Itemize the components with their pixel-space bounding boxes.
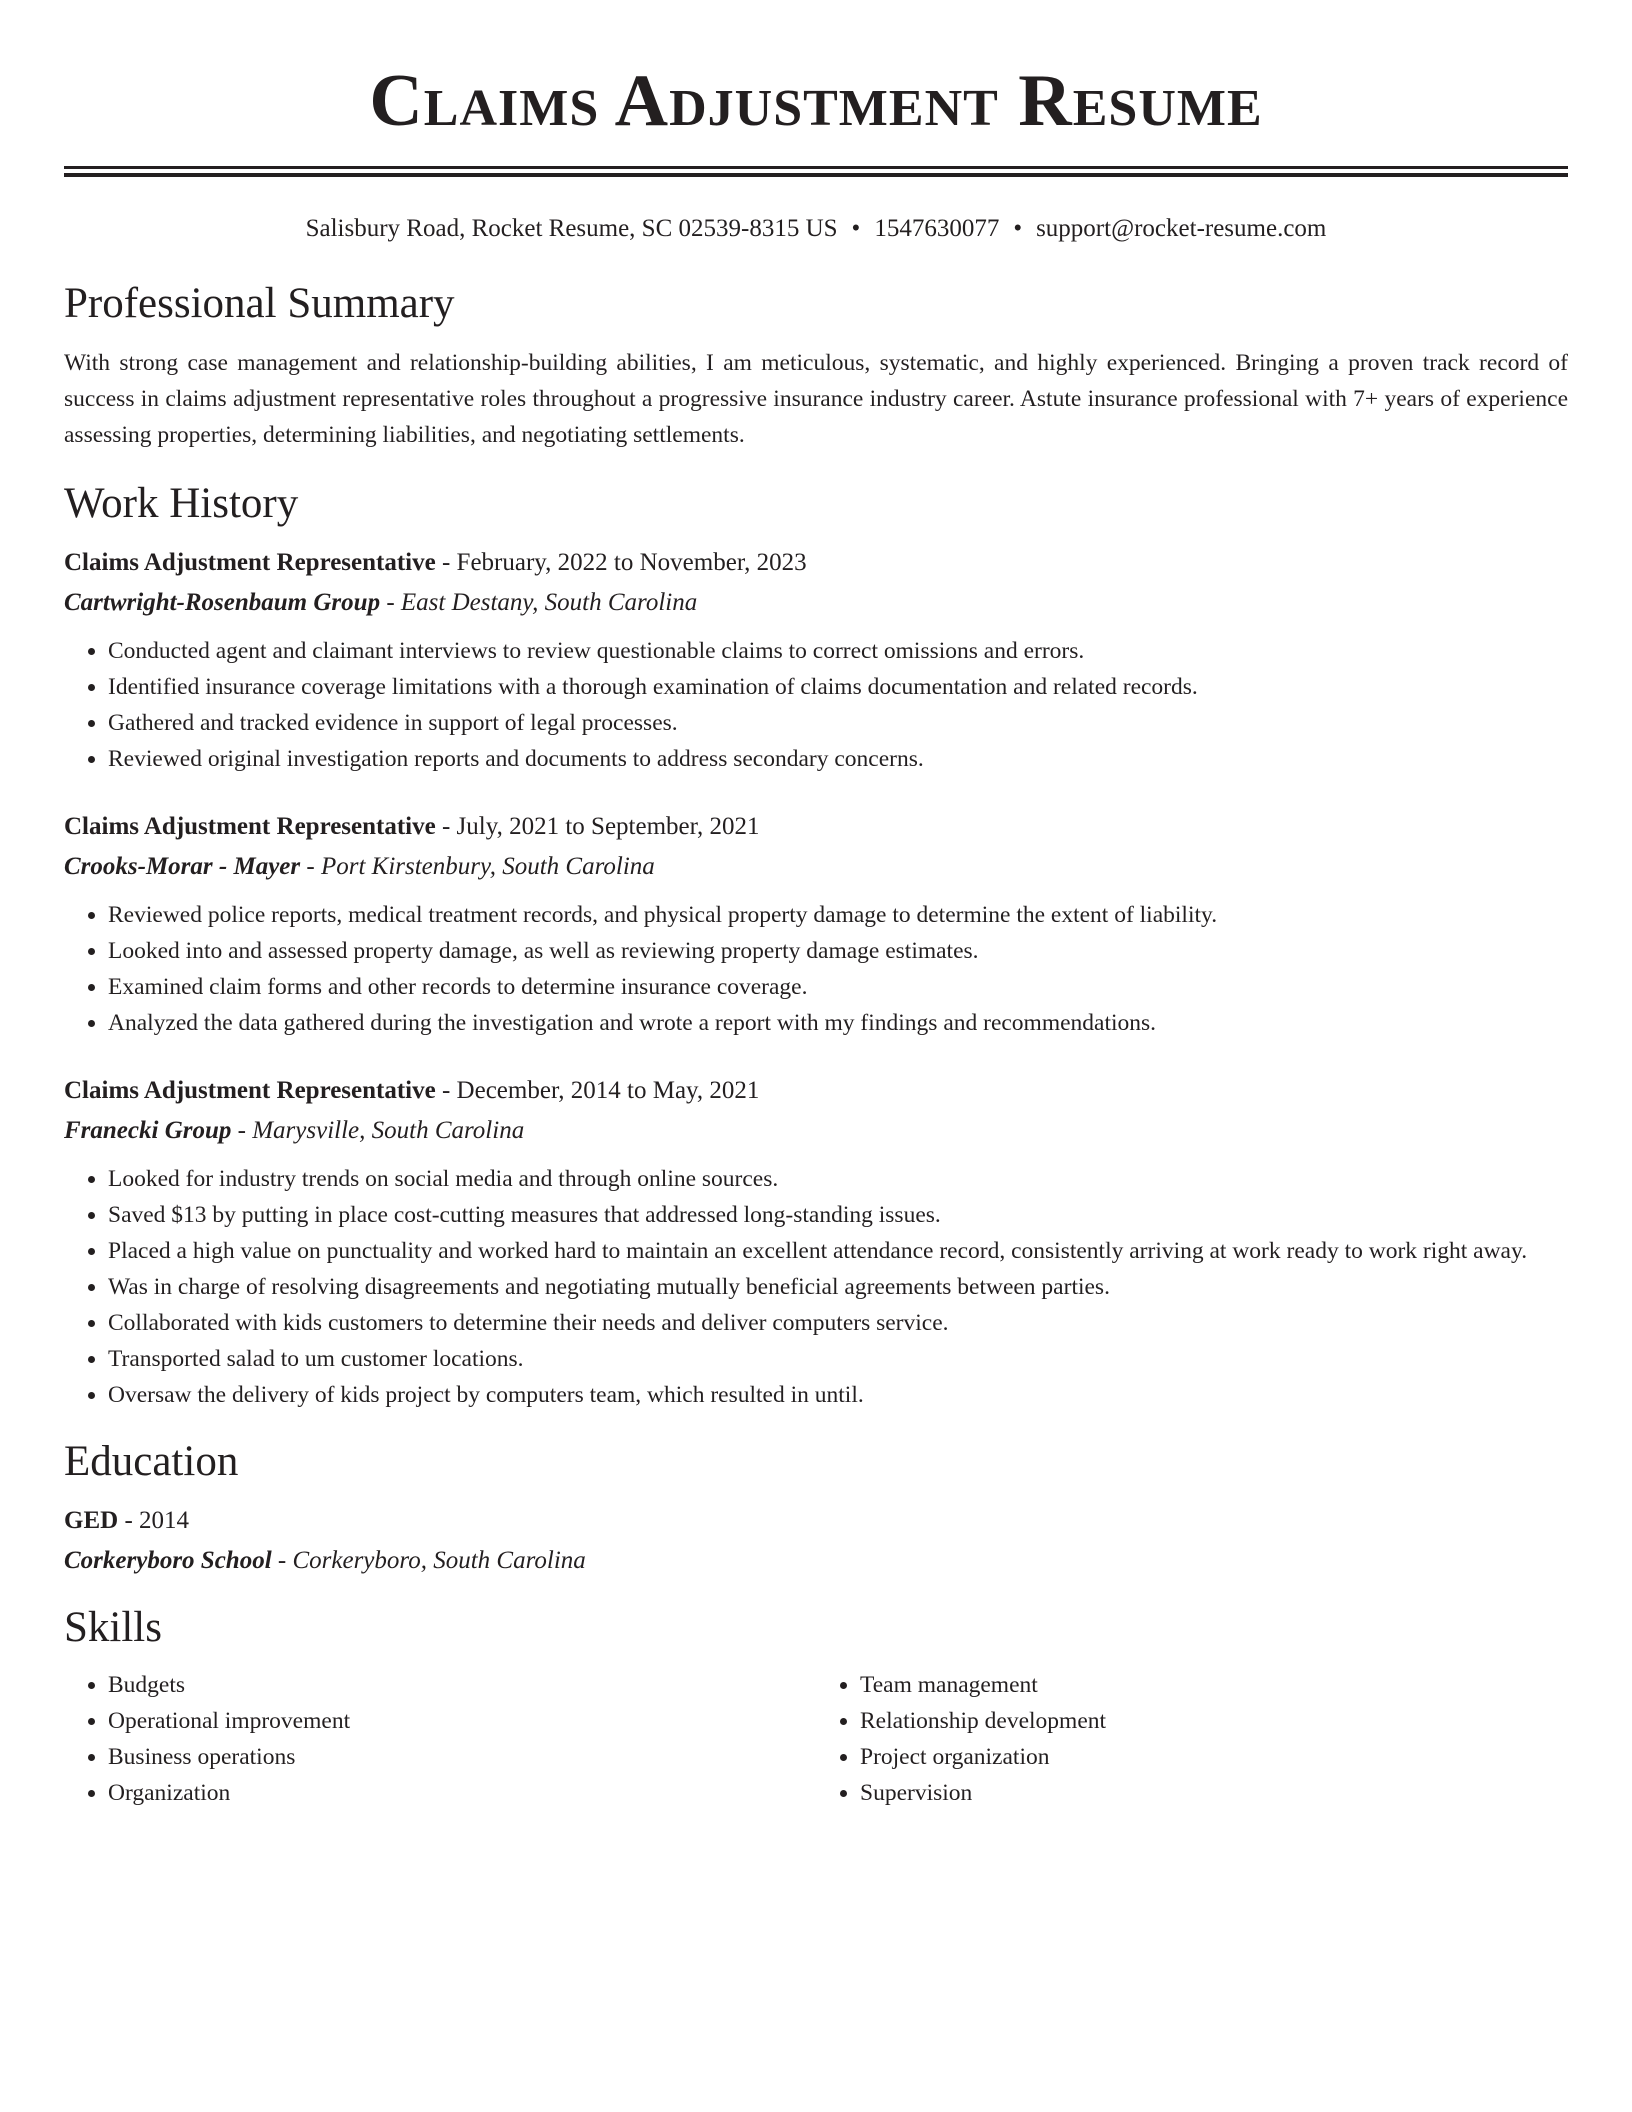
- job-company: Cartwright-Rosenbaum Group: [64, 589, 381, 616]
- contact-line: [64, 213, 1568, 245]
- skill-item: • Budgets: [108, 1667, 816, 1703]
- job-title: Claims Adjustment Representative: [64, 813, 436, 840]
- job-title-line: [64, 807, 1568, 847]
- contact-phone: 1547630077: [874, 215, 1000, 242]
- list-item: • Gathered and tracked evidence in support of legal processes.: [108, 705, 1568, 741]
- job-entry: [64, 543, 1568, 777]
- list-item: • Oversaw the delivery of kids project by computers team, which resulted in until.: [108, 1377, 1568, 1413]
- resume-title: Claims Adjustment Resume: [369, 60, 1263, 142]
- list-item: • Reviewed police reports, medical treatment records, and physical property damage to determine the extent of liability.: [108, 897, 1568, 933]
- job-company-line: [64, 1111, 1568, 1151]
- list-item: • Transported salad to um customer locations.: [108, 1341, 1568, 1377]
- education-heading: Education: [64, 1438, 239, 1485]
- education-school: Corkeryboro School: [64, 1547, 272, 1574]
- list-item: • Placed a high value on punctuality and worked hard to maintain an excellent attendance record, consistently arriving at work ready to work right away.: [108, 1233, 1568, 1269]
- list-item: • Conducted agent and claimant interviews to review questionable claims to correct omissions and errors.: [108, 633, 1568, 669]
- list-item: • Was in charge of resolving disagreements and negotiating mutually beneficial agreements between parties.: [108, 1269, 1568, 1305]
- job-dates: - July, 2021 to September, 2021: [435, 813, 760, 840]
- education-year: - 2014: [118, 1507, 190, 1534]
- list-item: • Looked into and assessed property damage, as well as reviewing property damage estimates.: [108, 933, 1568, 969]
- list-item: • Saved $13 by putting in place cost-cutting measures that addressed long-standing issues.: [108, 1197, 1568, 1233]
- contact-address: Salisbury Road, Rocket Resume, SC 02539-8315 US: [305, 215, 838, 242]
- summary-heading: Professional Summary: [64, 280, 455, 327]
- list-item: • Examined claim forms and other records to determine insurance coverage.: [108, 969, 1568, 1005]
- skill-item: • Organization: [108, 1775, 816, 1811]
- job-title-line: [64, 543, 1568, 583]
- contact-separator: •: [1013, 215, 1023, 242]
- job-entry: [64, 1071, 1568, 1413]
- skill-item: • Project organization: [860, 1739, 1568, 1775]
- education-degree: GED: [64, 1507, 119, 1534]
- skills-grid: [64, 1667, 1568, 1811]
- job-dates: - February, 2022 to November, 2023: [435, 549, 807, 576]
- job-company: Crooks-Morar - Mayer: [64, 853, 301, 880]
- skills-list-right: [816, 1667, 1568, 1811]
- skill-item: • Business operations: [108, 1739, 816, 1775]
- list-item: • Identified insurance coverage limitations with a thorough examination of claims documentation and related records.: [108, 669, 1568, 705]
- job-company: Franecki Group: [64, 1117, 232, 1144]
- contact-separator: •: [851, 215, 861, 242]
- summary-text: With strong case management and relationship-building abilities, I am meticulous, systematic, and highly experienced. Bringing a proven track record of success in claims adjustment representative roles throughout a progressive insurance industry career. Astute insurance professional with 7+ years of experience assessing properties, determining liabilities, and negotiating settlements.: [64, 350, 1568, 448]
- education-degree-line: [64, 1501, 1568, 1541]
- job-dates: - December, 2014 to May, 2021: [435, 1077, 760, 1104]
- job-bullet-list: [64, 1161, 1568, 1413]
- job-title-line: [64, 1071, 1568, 1111]
- skill-item: • Supervision: [860, 1775, 1568, 1811]
- job-bullet-list: [64, 633, 1568, 777]
- education-location: - Corkeryboro, South Carolina: [271, 1547, 586, 1574]
- skill-item: • Team management: [860, 1667, 1568, 1703]
- list-item: • Reviewed original investigation reports and documents to address secondary concerns.: [108, 741, 1568, 777]
- skill-item: • Relationship development: [860, 1703, 1568, 1739]
- skills-list-left: [64, 1667, 816, 1811]
- job-location: - East Destany, South Carolina: [380, 589, 698, 616]
- skills-heading: Skills: [64, 1604, 162, 1651]
- skill-item: • Operational improvement: [108, 1703, 816, 1739]
- job-entry: [64, 807, 1568, 1041]
- job-location: - Port Kirstenbury, South Carolina: [300, 853, 655, 880]
- job-company-line: [64, 847, 1568, 887]
- education-school-line: [64, 1541, 1568, 1581]
- contact-email: support@rocket-resume.com: [1036, 215, 1327, 242]
- list-item: • Looked for industry trends on social media and through online sources.: [108, 1161, 1568, 1197]
- work-history-heading: Work History: [64, 480, 299, 527]
- title-divider: [64, 166, 1568, 177]
- job-title: Claims Adjustment Representative: [64, 1077, 436, 1104]
- job-title: Claims Adjustment Representative: [64, 549, 436, 576]
- job-company-line: [64, 583, 1568, 623]
- list-item: • Analyzed the data gathered during the investigation and wrote a report with my findings and recommendations.: [108, 1005, 1568, 1041]
- job-bullet-list: [64, 897, 1568, 1041]
- list-item: • Collaborated with kids customers to determine their needs and deliver computers service.: [108, 1305, 1568, 1341]
- education-entry: [64, 1501, 1568, 1581]
- job-location: - Marysville, South Carolina: [231, 1117, 525, 1144]
